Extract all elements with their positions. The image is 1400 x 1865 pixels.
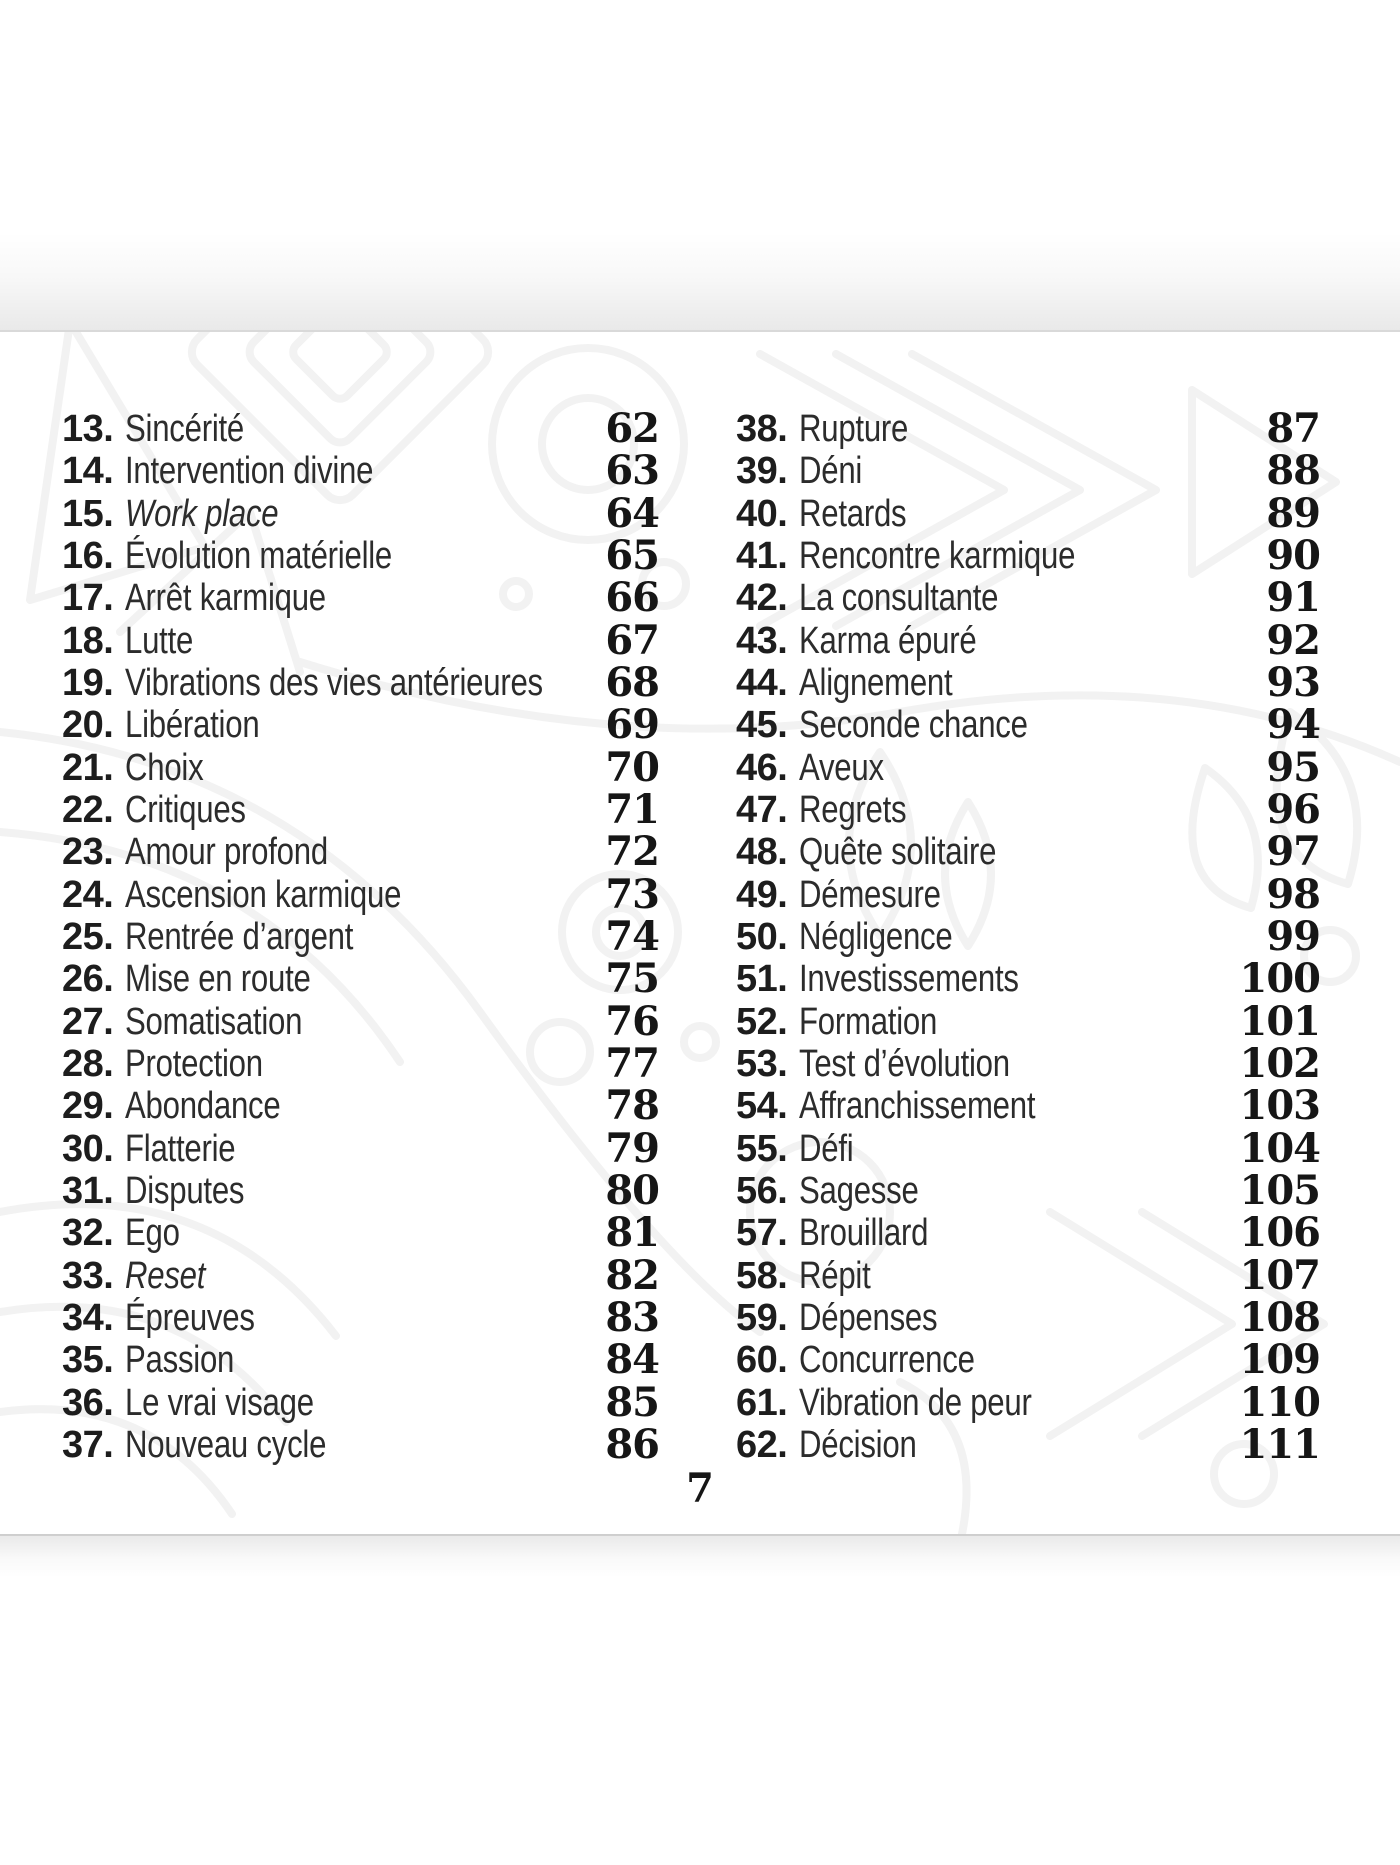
toc-entry-number: 36. bbox=[62, 1381, 114, 1424]
toc-entry-title: Critiques bbox=[125, 788, 247, 831]
toc-entry-number: 32. bbox=[62, 1212, 114, 1255]
toc-entry-number: 21. bbox=[62, 746, 114, 789]
toc-entry-title: Vibrations des vies antérieures bbox=[125, 661, 544, 704]
toc-entry-page-number: 75 bbox=[605, 955, 659, 1003]
toc-entry-title: Le vrai visage bbox=[125, 1381, 315, 1424]
toc-entry bbox=[736, 997, 1320, 1045]
toc-entry-page-number: 84 bbox=[605, 1336, 659, 1384]
toc-entry-number: 58. bbox=[736, 1254, 788, 1297]
toc-entry bbox=[736, 447, 1320, 495]
toc-entry-page-number: 83 bbox=[605, 1293, 659, 1341]
toc-entry-number: 16. bbox=[62, 534, 114, 577]
toc-entry-number: 28. bbox=[62, 1042, 114, 1085]
toc-entry bbox=[62, 1166, 659, 1214]
toc-entry-number: 33. bbox=[62, 1254, 114, 1297]
toc-entry-number: 55. bbox=[736, 1127, 788, 1170]
toc-entry-page-number: 79 bbox=[605, 1124, 659, 1172]
toc-entry-title: Retards bbox=[799, 492, 907, 535]
toc-entry bbox=[62, 743, 659, 791]
toc-entry-page-number: 71 bbox=[605, 785, 659, 833]
toc-entry-number: 45. bbox=[736, 704, 788, 747]
toc-entry-title: La consultante bbox=[799, 577, 999, 620]
toc-entry bbox=[736, 870, 1320, 918]
toc-entry bbox=[62, 1251, 659, 1299]
toc-column-left bbox=[62, 405, 659, 1468]
toc-entry-number: 24. bbox=[62, 873, 114, 916]
toc-entry-number: 34. bbox=[62, 1296, 114, 1339]
toc-entry-number: 27. bbox=[62, 1000, 114, 1043]
toc-entry-title: Ego bbox=[125, 1212, 181, 1255]
toc-entry-number: 53. bbox=[736, 1042, 788, 1085]
toc-entry bbox=[736, 658, 1320, 706]
toc-entry-page-number: 93 bbox=[1266, 658, 1320, 706]
toc-entry-title: Passion bbox=[125, 1339, 235, 1382]
toc-entry bbox=[736, 1209, 1320, 1257]
toc-entry-title: Nouveau cycle bbox=[125, 1423, 327, 1466]
toc-entry-page-number: 73 bbox=[605, 870, 659, 918]
toc-entry-page-number: 96 bbox=[1266, 785, 1320, 833]
toc-entry-page-number: 100 bbox=[1239, 955, 1320, 1003]
toc-entry-title: Intervention divine bbox=[125, 450, 374, 493]
toc-entry-number: 19. bbox=[62, 661, 114, 704]
toc-entry-title: Rentrée d’argent bbox=[125, 915, 354, 958]
toc-entry bbox=[736, 574, 1320, 622]
toc-entry-page-number: 106 bbox=[1239, 1209, 1320, 1257]
toc-entry bbox=[62, 955, 659, 1003]
toc-entry bbox=[62, 531, 659, 579]
toc-entry-page-number: 72 bbox=[605, 828, 659, 876]
toc-entry bbox=[736, 743, 1320, 791]
toc-entry-title: Mise en route bbox=[125, 958, 311, 1001]
toc-entry bbox=[62, 997, 659, 1045]
toc-entry bbox=[62, 870, 659, 918]
toc-entry-page-number: 82 bbox=[605, 1251, 659, 1299]
toc-entry-number: 40. bbox=[736, 492, 788, 535]
toc-entry-title: Négligence bbox=[799, 915, 953, 958]
toc-entry-page-number: 66 bbox=[605, 574, 659, 622]
toc-entry-number: 38. bbox=[736, 408, 788, 450]
toc-entry bbox=[736, 701, 1320, 749]
toc-entry-title: Évolution matérielle bbox=[125, 534, 393, 577]
toc-entry bbox=[62, 574, 659, 622]
toc-entry-title: Choix bbox=[125, 746, 204, 789]
toc-entry-title: Amour profond bbox=[125, 831, 329, 874]
toc-entry bbox=[62, 701, 659, 749]
toc-entry-page-number: 91 bbox=[1266, 574, 1320, 622]
toc-entry-title: Dépenses bbox=[799, 1296, 938, 1339]
toc-entry-number: 20. bbox=[62, 704, 114, 747]
toc-entry-title: Vibration de peur bbox=[799, 1381, 1032, 1424]
toc-entry-page-number: 97 bbox=[1266, 828, 1320, 876]
toc-entry-page-number: 68 bbox=[605, 658, 659, 706]
toc-entry bbox=[736, 912, 1320, 960]
toc-entry-page-number: 80 bbox=[605, 1166, 659, 1214]
toc-entry bbox=[62, 1336, 659, 1384]
toc-entry-page-number: 99 bbox=[1266, 912, 1320, 960]
toc-entry-title: Épreuves bbox=[125, 1296, 256, 1339]
toc-entry bbox=[736, 1336, 1320, 1384]
toc-entry bbox=[736, 531, 1320, 579]
toc-entry bbox=[62, 828, 659, 876]
toc-entry bbox=[736, 1420, 1320, 1468]
toc-entry-page-number: 110 bbox=[1239, 1378, 1320, 1426]
toc-entry-title: Regrets bbox=[799, 788, 907, 831]
toc-entry-number: 50. bbox=[736, 915, 788, 958]
toc-entry-page-number: 104 bbox=[1239, 1124, 1320, 1172]
toc-column-right bbox=[736, 405, 1320, 1468]
toc-entry-title: Work place bbox=[125, 492, 279, 535]
toc-entry bbox=[736, 405, 1320, 452]
toc-entry bbox=[736, 489, 1320, 537]
toc-entry bbox=[62, 912, 659, 960]
toc-entry-page-number: 77 bbox=[605, 1039, 659, 1087]
toc-entry-page-number: 78 bbox=[605, 1082, 659, 1130]
toc-entry-page-number: 108 bbox=[1239, 1293, 1320, 1341]
toc-entry-page-number: 70 bbox=[605, 743, 659, 791]
toc-entry bbox=[62, 1082, 659, 1130]
toc-entry-title: Déni bbox=[799, 450, 863, 493]
toc-entry bbox=[736, 955, 1320, 1003]
toc-entry bbox=[62, 785, 659, 833]
toc-entry-title: Démesure bbox=[799, 873, 942, 916]
toc-entry-title: Formation bbox=[799, 1000, 938, 1043]
toc-entry bbox=[62, 1124, 659, 1172]
toc-entry-title: Sincérité bbox=[125, 408, 245, 450]
table-of-contents-page bbox=[0, 330, 1400, 1536]
toc-entry-page-number: 76 bbox=[605, 997, 659, 1045]
toc-entry-page-number: 105 bbox=[1239, 1166, 1320, 1214]
toc-entry-number: 25. bbox=[62, 915, 114, 958]
toc-entry-page-number: 85 bbox=[605, 1378, 659, 1426]
toc-entry-number: 30. bbox=[62, 1127, 114, 1170]
toc-entry bbox=[62, 1420, 659, 1468]
toc-entry-number: 35. bbox=[62, 1339, 114, 1382]
toc-entry-number: 41. bbox=[736, 534, 788, 577]
toc-entry-title: Arrêt karmique bbox=[125, 577, 327, 620]
toc-entry-page-number: 92 bbox=[1266, 616, 1320, 664]
toc-entry bbox=[62, 1293, 659, 1341]
toc-entry-title: Investissements bbox=[799, 958, 1020, 1001]
toc-entry-page-number: 90 bbox=[1266, 531, 1320, 579]
toc-entry-number: 51. bbox=[736, 958, 788, 1001]
toc-entry-number: 15. bbox=[62, 492, 114, 535]
toc-entry bbox=[62, 1039, 659, 1087]
toc-entry-page-number: 103 bbox=[1239, 1082, 1320, 1130]
toc-entry-title: Quête solitaire bbox=[799, 831, 997, 874]
toc-entry-number: 13. bbox=[62, 408, 114, 450]
toc-entry-number: 18. bbox=[62, 619, 114, 662]
toc-entry-page-number: 109 bbox=[1239, 1336, 1320, 1384]
toc-entry-title: Aveux bbox=[799, 746, 885, 789]
toc-entry-number: 59. bbox=[736, 1296, 788, 1339]
toc-entry-number: 47. bbox=[736, 788, 788, 831]
toc-entry-number: 57. bbox=[736, 1212, 788, 1255]
toc-entry-title: Disputes bbox=[125, 1169, 245, 1212]
toc-entry-number: 44. bbox=[736, 661, 788, 704]
toc-entry bbox=[62, 1209, 659, 1257]
toc-entry-title: Ascension karmique bbox=[125, 873, 402, 916]
toc-entry-title: Test d’évolution bbox=[799, 1042, 1011, 1085]
toc-entry-number: 49. bbox=[736, 873, 788, 916]
toc-entry bbox=[62, 405, 659, 452]
toc-entry bbox=[736, 1293, 1320, 1341]
toc-entry-title: Seconde chance bbox=[799, 704, 1029, 747]
toc-entry-page-number: 88 bbox=[1266, 447, 1320, 495]
toc-entry bbox=[736, 1039, 1320, 1087]
toc-entry-title: Affranchissement bbox=[799, 1085, 1036, 1128]
toc-entry bbox=[736, 785, 1320, 833]
toc-entry-title: Lutte bbox=[125, 619, 194, 662]
toc-entry bbox=[736, 1166, 1320, 1214]
toc-entry-number: 23. bbox=[62, 831, 114, 874]
toc-entry bbox=[736, 828, 1320, 876]
toc-entry-number: 37. bbox=[62, 1423, 114, 1466]
toc-entry-title: Rupture bbox=[799, 408, 909, 450]
toc-entry-page-number: 89 bbox=[1266, 489, 1320, 537]
toc-entry-page-number: 111 bbox=[1239, 1420, 1320, 1468]
toc-entry-title: Reset bbox=[125, 1254, 206, 1297]
toc-entry-number: 43. bbox=[736, 619, 788, 662]
toc-entry-number: 52. bbox=[736, 1000, 788, 1043]
toc-entry-page-number: 107 bbox=[1239, 1251, 1320, 1299]
toc-entry-title: Karma épuré bbox=[799, 619, 977, 662]
toc-entry-number: 42. bbox=[736, 577, 788, 620]
toc-entry-page-number: 63 bbox=[605, 447, 659, 495]
toc-entry-number: 39. bbox=[736, 450, 788, 493]
page-folio: 7 bbox=[686, 1465, 714, 1512]
toc-entry bbox=[736, 1082, 1320, 1130]
toc-entry-page-number: 94 bbox=[1266, 701, 1320, 749]
toc-entry-page-number: 87 bbox=[1266, 405, 1320, 452]
page-bottom-shadow bbox=[0, 1534, 1400, 1578]
toc-entry-page-number: 81 bbox=[605, 1209, 659, 1257]
toc-entry-number: 22. bbox=[62, 788, 114, 831]
toc-entry-number: 60. bbox=[736, 1339, 788, 1382]
toc-entry-title: Répit bbox=[799, 1254, 871, 1297]
toc-entry-page-number: 62 bbox=[605, 405, 659, 452]
toc-entry-title: Libération bbox=[125, 704, 260, 747]
toc-entry-number: 54. bbox=[736, 1085, 788, 1128]
toc-entry-page-number: 95 bbox=[1266, 743, 1320, 791]
toc-entry-title: Sagesse bbox=[799, 1169, 919, 1212]
toc-entry bbox=[736, 1378, 1320, 1426]
toc-entry bbox=[62, 489, 659, 537]
toc-entry bbox=[62, 1378, 659, 1426]
toc-entry-number: 14. bbox=[62, 450, 114, 493]
toc-entry-title: Alignement bbox=[799, 661, 953, 704]
toc-entry-page-number: 98 bbox=[1266, 870, 1320, 918]
toc-entry-page-number: 102 bbox=[1239, 1039, 1320, 1087]
toc-entry-title: Abondance bbox=[125, 1085, 281, 1128]
toc-entry-title: Brouillard bbox=[799, 1212, 929, 1255]
toc-entry-number: 17. bbox=[62, 577, 114, 620]
toc-entry-title: Décision bbox=[799, 1423, 917, 1466]
toc-entry-number: 31. bbox=[62, 1169, 114, 1212]
toc-entry-number: 48. bbox=[736, 831, 788, 874]
toc-entry-number: 46. bbox=[736, 746, 788, 789]
toc-entry-title: Flatterie bbox=[125, 1127, 236, 1170]
toc-entry-title: Concurrence bbox=[799, 1339, 976, 1382]
page-top-shadow bbox=[0, 232, 1400, 330]
toc-entry-page-number: 69 bbox=[605, 701, 659, 749]
toc-entry-title: Somatisation bbox=[125, 1000, 303, 1043]
toc-entry bbox=[736, 1124, 1320, 1172]
toc-entry-page-number: 65 bbox=[605, 531, 659, 579]
toc-entry-number: 61. bbox=[736, 1381, 788, 1424]
toc-entry-page-number: 74 bbox=[605, 912, 659, 960]
toc-entry-page-number: 67 bbox=[605, 616, 659, 664]
toc-entry-number: 56. bbox=[736, 1169, 788, 1212]
toc-entry-number: 26. bbox=[62, 958, 114, 1001]
toc-entry-number: 29. bbox=[62, 1085, 114, 1128]
toc-entry bbox=[62, 658, 659, 706]
toc-entry bbox=[62, 447, 659, 495]
toc-entry-title: Rencontre karmique bbox=[799, 534, 1076, 577]
toc-entry bbox=[736, 1251, 1320, 1299]
toc-entry-number: 62. bbox=[736, 1423, 788, 1466]
toc-entry-page-number: 101 bbox=[1239, 997, 1320, 1045]
toc-entry-title: Protection bbox=[125, 1042, 264, 1085]
toc-entry-title: Défi bbox=[799, 1127, 854, 1170]
toc-entry bbox=[62, 616, 659, 664]
toc-entry bbox=[736, 616, 1320, 664]
toc-entry-page-number: 86 bbox=[605, 1420, 659, 1468]
toc-entry-page-number: 64 bbox=[605, 489, 659, 537]
